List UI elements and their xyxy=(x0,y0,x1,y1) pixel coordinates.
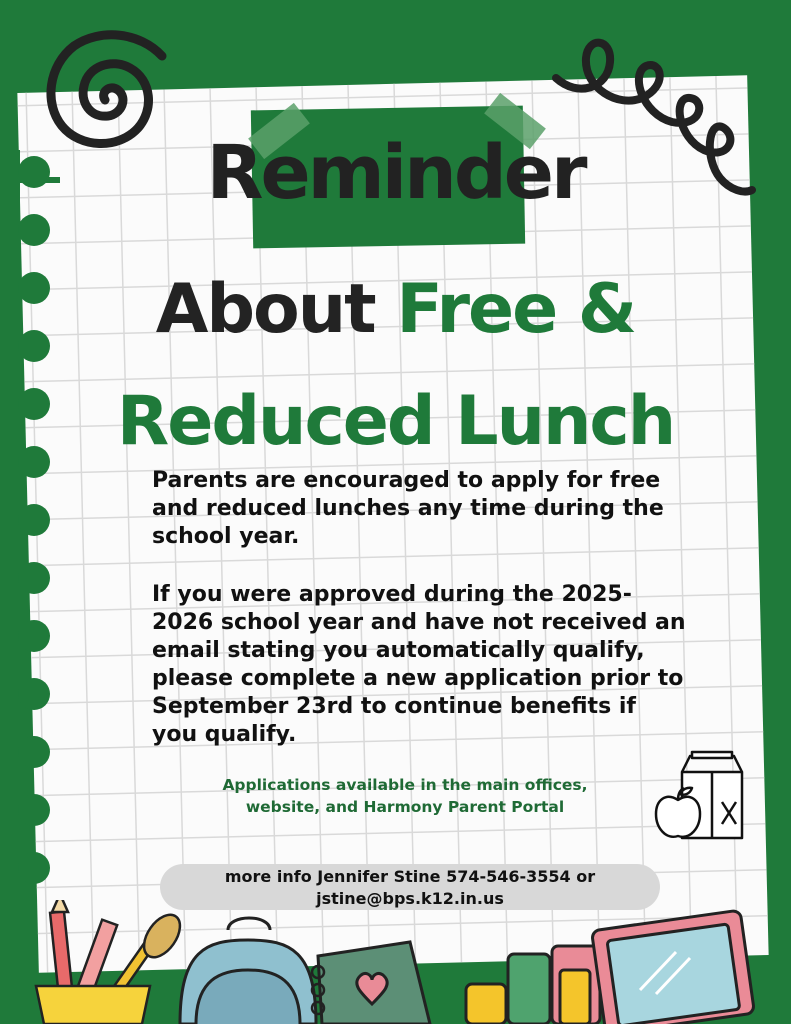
paragraph-line: and reduced lunches any time during the xyxy=(152,496,664,521)
markers xyxy=(466,946,600,1024)
paragraph-line: school year. xyxy=(152,524,300,549)
notebook xyxy=(312,942,430,1024)
apple-and-milk-carton-icon xyxy=(652,748,748,844)
title-line-about xyxy=(0,270,791,349)
title-line-reduced-lunch: Reduced Lunch xyxy=(116,382,675,461)
school-supplies-illustration xyxy=(0,900,791,1024)
paragraph-line: Parents are encouraged to apply for free xyxy=(152,468,661,493)
title-reminder-prefix: R xyxy=(206,130,261,216)
title-about: About xyxy=(155,270,375,349)
paragraph-line: email stating you automatically qualify, xyxy=(152,638,645,663)
paragraph-approved xyxy=(152,581,712,749)
backpack xyxy=(180,918,316,1024)
applications-note xyxy=(150,774,660,818)
title-reminder xyxy=(0,130,791,216)
contact-email[interactable]: jstine@bps.k12.in.us xyxy=(316,889,504,908)
paragraph-line: If you were approved during the 2025- xyxy=(152,582,632,607)
paragraph-apply xyxy=(152,467,712,551)
title-free: Free & xyxy=(396,270,636,349)
laptop xyxy=(591,910,754,1024)
title-reminder-suffix: r xyxy=(551,130,585,216)
paragraph-line: September 23rd to continue benefits if xyxy=(152,694,636,719)
contact-line: more info Jennifer Stine 574-546-3554 or xyxy=(224,867,596,886)
applications-line: website, and Harmony Parent Portal xyxy=(245,798,565,816)
applications-line: Applications available in the main offices, xyxy=(222,776,588,794)
notebook-binding-rings-icon xyxy=(0,150,80,910)
paragraph-line: please complete a new application prior to xyxy=(152,666,684,691)
pencil-cup xyxy=(36,900,187,1024)
title-reminder-highlighted: eminde xyxy=(260,130,551,216)
paragraph-line: you qualify. xyxy=(152,722,297,747)
paragraph-line: 2026 school year and have not received an xyxy=(152,610,686,635)
